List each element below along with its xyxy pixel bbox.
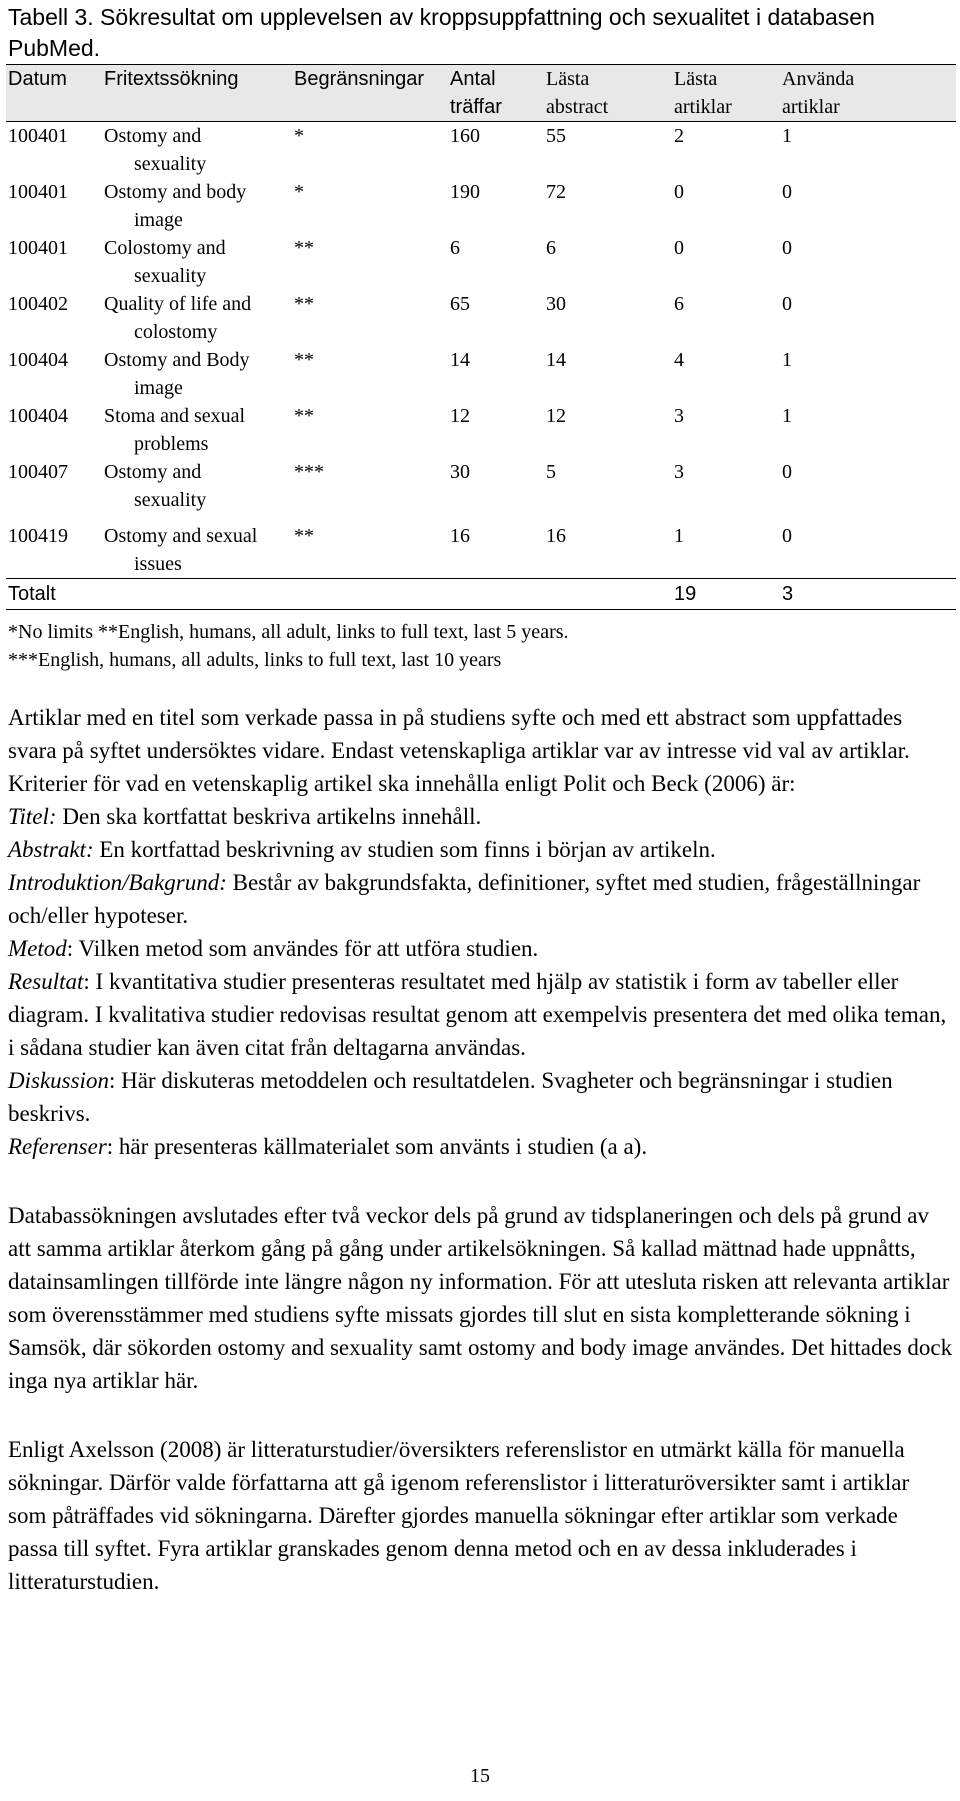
cell-antal: 190 bbox=[450, 181, 480, 203]
search-results-table bbox=[6, 64, 956, 610]
cell-datum: 100419 bbox=[8, 525, 68, 547]
cell-fritext bbox=[102, 346, 292, 402]
cell-datum: 100407 bbox=[8, 461, 68, 483]
cell-antal: 160 bbox=[450, 125, 480, 147]
criterion-term: Resultat bbox=[8, 969, 84, 994]
criterion-text: : här presenteras källmaterialet som använts i studien (a a). bbox=[106, 1134, 648, 1159]
criterion-text: : I kvantitativa studier presenteras resultatet med hjälp av statistik i form av tabeller eller diagram. I kvalitativa studier redovisas resultat genom att exempelvis presentera det med olika teman, i sådana studier kan även citat från deltagarna användas. bbox=[8, 969, 947, 1060]
cell-begr: * bbox=[294, 125, 304, 147]
cell-datum: 100404 bbox=[8, 405, 68, 427]
table-total-row bbox=[6, 579, 956, 610]
cell-fritext bbox=[102, 522, 292, 579]
cell-begr: *** bbox=[294, 461, 324, 483]
criterion-metod bbox=[8, 932, 953, 965]
table-row bbox=[6, 402, 956, 458]
table-row bbox=[6, 522, 956, 579]
criterion-term: Abstrakt: bbox=[8, 837, 94, 862]
cell-anvanda: 1 bbox=[782, 125, 792, 147]
cell-anvanda: 0 bbox=[782, 237, 792, 259]
criterion-term: Referenser bbox=[8, 1134, 107, 1159]
cell-fritext-line1: Ostomy and bbox=[104, 125, 202, 147]
cell-abstract: 12 bbox=[546, 405, 566, 427]
criterion-diskussion bbox=[8, 1064, 953, 1130]
table-header-row bbox=[6, 65, 956, 122]
header-antal-line2: träffar bbox=[450, 96, 502, 118]
cell-fritext-line2: colostomy bbox=[134, 321, 218, 343]
note-line-1: *No limits **English, humans, all adult, links to full text, last 5 years. bbox=[8, 621, 569, 643]
total-anvanda: 3 bbox=[780, 579, 956, 610]
cell-fritext-line1: Ostomy and sexual bbox=[104, 525, 258, 547]
cell-fritext-line1: Stoma and sexual bbox=[104, 405, 246, 427]
cell-datum: 100404 bbox=[8, 349, 68, 371]
table-caption: Tabell 3. Sökresultat om upplevelsen av kroppsuppfattning och sexualitet i databasen PubMed. bbox=[8, 4, 875, 61]
paragraph-spacer bbox=[8, 1163, 953, 1199]
cell-abstract: 14 bbox=[546, 349, 566, 371]
cell-lasta: 6 bbox=[674, 293, 684, 315]
cell-begr: ** bbox=[294, 237, 314, 259]
paragraph-database-search: Databassökningen avslutades efter två veckor dels på grund av tidsplaneringen och dels på grund av att samma artiklar återkom gång på gång under artikelsökningen. Så kallad mättnad hade uppnåtts, datainsamlingen tillförde inte längre någon ny information. För att utesluta risken att relevanta artiklar som överensstämmer med studiens syfte missats gjordes till slut en sista kompletterande sökning i Samsök, där sökorden ostomy and sexuality samt ostomy and body image användes. Det hittades dock inga nya artiklar här. bbox=[8, 1203, 953, 1393]
cell-fritext-line1: Ostomy and Body bbox=[104, 349, 250, 371]
cell-fritext bbox=[102, 290, 292, 346]
criterion-text: Består av bakgrundsfakta, definitioner, syftet med studien, frågeställningar och/eller hypoteser. bbox=[8, 870, 921, 928]
header-abstract bbox=[544, 65, 672, 122]
cell-begr: ** bbox=[294, 293, 314, 315]
cell-antal: 6 bbox=[450, 237, 460, 259]
header-begransningar: Begränsningar bbox=[292, 65, 448, 122]
cell-anvanda: 0 bbox=[782, 181, 792, 203]
cell-begr: * bbox=[294, 181, 304, 203]
cell-fritext-line1: Colostomy and bbox=[104, 237, 226, 259]
cell-fritext bbox=[102, 402, 292, 458]
cell-antal: 65 bbox=[450, 293, 470, 315]
header-lasta-line1: Lästa bbox=[674, 68, 718, 90]
cell-begr: ** bbox=[294, 405, 314, 427]
cell-antal: 30 bbox=[450, 461, 470, 483]
cell-fritext-line2: image bbox=[134, 377, 183, 399]
body-text bbox=[8, 701, 953, 1598]
cell-abstract: 72 bbox=[546, 181, 566, 203]
table-row bbox=[6, 234, 956, 290]
table-row bbox=[6, 178, 956, 234]
cell-fritext bbox=[102, 458, 292, 522]
cell-abstract: 5 bbox=[546, 461, 556, 483]
criterion-term: Diskussion bbox=[8, 1068, 109, 1093]
header-anvanda-line2: artiklar bbox=[782, 96, 840, 118]
cell-fritext bbox=[102, 122, 292, 179]
paragraph-manual-search: Enligt Axelsson (2008) är litteraturstudier/översikters referenslistor en utmärkt källa för manuella sökningar. Därför valde författarna att gå igenom referenslistor i litteraturöversikter samt i artiklar som påträffades vid sökningarna. Därefter gjordes manuella sökningar efter artiklar som verkade passa till syftet. Fyra artiklar granskades genom denna metod och en av dessa inkluderades i litteraturstudien. bbox=[8, 1437, 910, 1594]
cell-lasta: 3 bbox=[674, 461, 684, 483]
header-abstract-line1: Lästa bbox=[546, 68, 590, 90]
criterion-text: Den ska kortfattat beskriva artikelns innehåll. bbox=[56, 804, 482, 829]
criterion-introduktion bbox=[8, 866, 953, 932]
criterion-referenser bbox=[8, 1130, 953, 1163]
cell-lasta: 2 bbox=[674, 125, 684, 147]
criterion-term: Titel: bbox=[8, 804, 57, 829]
cell-fritext-line2: issues bbox=[134, 553, 182, 575]
paragraph-criteria-intro: Artiklar med en titel som verkade passa in på studiens syfte och med ett abstract som uppfattades svara på syftet undersöktes vidare. Endast vetenskapliga artiklar var av intresse vid val av artiklar. Kriterier för vad en vetenskaplig artikel ska innehålla enligt Polit och Beck (2006) är: bbox=[8, 705, 910, 796]
cell-abstract: 6 bbox=[546, 237, 556, 259]
cell-antal: 14 bbox=[450, 349, 470, 371]
cell-begr: ** bbox=[294, 525, 314, 547]
cell-fritext-line2: sexuality bbox=[134, 153, 207, 175]
cell-lasta: 1 bbox=[674, 525, 684, 547]
cell-fritext bbox=[102, 234, 292, 290]
cell-anvanda: 0 bbox=[782, 461, 792, 483]
header-anvanda bbox=[780, 65, 956, 122]
paragraph-spacer bbox=[8, 1397, 953, 1433]
criterion-text: : Vilken metod som användes för att utföra studien. bbox=[66, 936, 539, 961]
cell-antal: 12 bbox=[450, 405, 470, 427]
cell-lasta: 4 bbox=[674, 349, 684, 371]
criterion-text: : Här diskuteras metoddelen och resultatdelen. Svagheter och begränsningar i studien beskrivs. bbox=[8, 1068, 893, 1126]
cell-abstract: 16 bbox=[546, 525, 566, 547]
cell-fritext-line2: image bbox=[134, 209, 183, 231]
note-line-2: ***English, humans, all adults, links to full text, last 10 years bbox=[8, 649, 502, 671]
cell-fritext-line1: Ostomy and body bbox=[104, 181, 247, 203]
cell-abstract: 55 bbox=[546, 125, 566, 147]
table-row bbox=[6, 346, 956, 402]
cell-anvanda: 0 bbox=[782, 525, 792, 547]
criterion-abstrakt bbox=[8, 833, 953, 866]
total-lasta: 19 bbox=[672, 579, 780, 610]
table-row bbox=[6, 290, 956, 346]
header-antal bbox=[448, 65, 544, 122]
cell-fritext-line2: sexuality bbox=[134, 265, 207, 287]
header-abstract-line2: abstract bbox=[546, 96, 609, 118]
criterion-term: Introduktion/Bakgrund: bbox=[8, 870, 227, 895]
header-antal-line1: Antal bbox=[450, 68, 496, 90]
cell-datum: 100401 bbox=[8, 181, 68, 203]
cell-datum: 100401 bbox=[8, 237, 68, 259]
criterion-term: Metod bbox=[8, 936, 67, 961]
cell-anvanda: 0 bbox=[782, 293, 792, 315]
header-lasta-line2: artiklar bbox=[674, 96, 732, 118]
cell-fritext bbox=[102, 178, 292, 234]
cell-fritext-line1: Ostomy and bbox=[104, 461, 202, 483]
criterion-resultat bbox=[8, 965, 953, 1064]
table-row bbox=[6, 458, 956, 522]
cell-anvanda: 1 bbox=[782, 405, 792, 427]
header-lasta bbox=[672, 65, 780, 122]
table-row bbox=[6, 122, 956, 179]
header-anvanda-line1: Använda bbox=[782, 68, 855, 90]
table-notes bbox=[8, 618, 569, 674]
cell-fritext-line1: Quality of life and bbox=[104, 293, 252, 315]
total-label: Totalt bbox=[6, 579, 672, 610]
cell-antal: 16 bbox=[450, 525, 470, 547]
cell-datum: 100402 bbox=[8, 293, 68, 315]
criterion-text: En kortfattad beskrivning av studien som finns i början av artikeln. bbox=[93, 837, 716, 862]
cell-lasta: 0 bbox=[674, 181, 684, 203]
header-datum: Datum bbox=[6, 65, 102, 122]
cell-fritext-line2: sexuality bbox=[134, 489, 207, 511]
cell-anvanda: 1 bbox=[782, 349, 792, 371]
cell-lasta: 0 bbox=[674, 237, 684, 259]
criterion-titel bbox=[8, 800, 953, 833]
cell-abstract: 30 bbox=[546, 293, 566, 315]
cell-fritext-line2: problems bbox=[134, 433, 209, 455]
page-number: 15 bbox=[470, 1765, 490, 1787]
cell-datum: 100401 bbox=[8, 125, 68, 147]
header-fritext: Fritextssökning bbox=[102, 65, 292, 122]
cell-begr: ** bbox=[294, 349, 314, 371]
cell-lasta: 3 bbox=[674, 405, 684, 427]
